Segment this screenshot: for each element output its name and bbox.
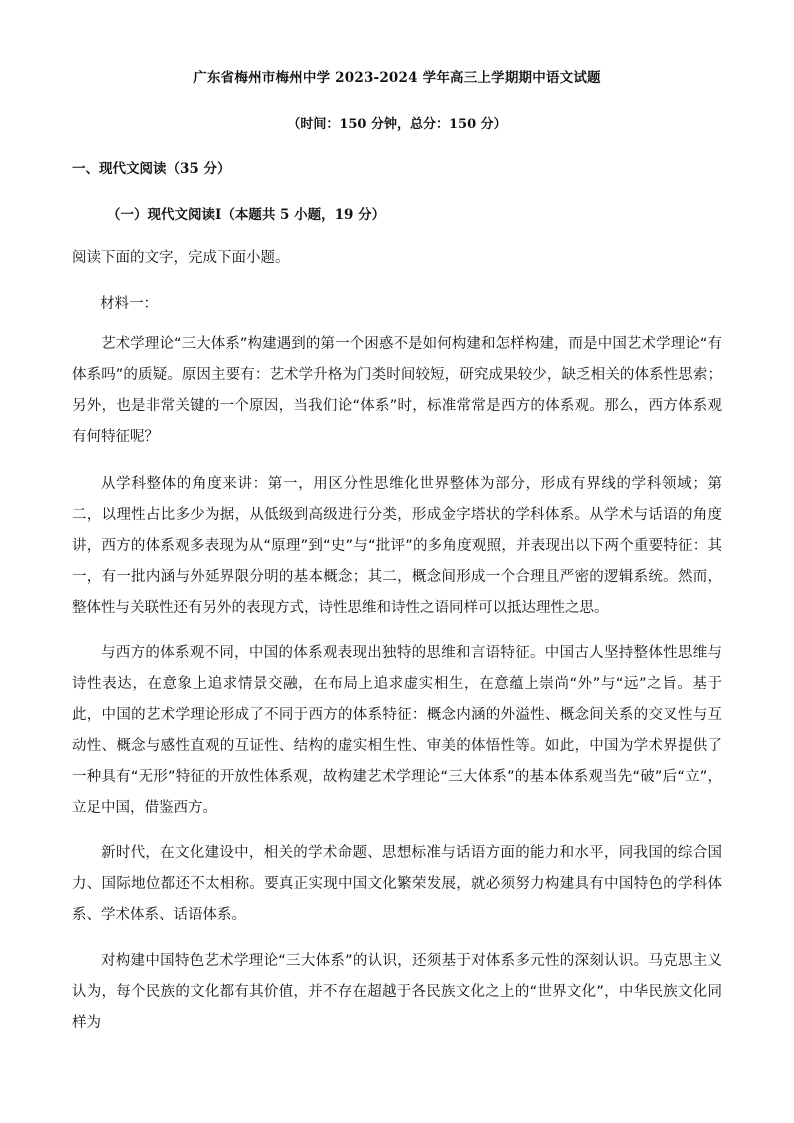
- paragraph-5: 对构建中国特色艺术学理论“三大体系”的认识，还须基于对体系多元性的深刻认识。马克思主义认为，每个民族的文化都有其价值，并不存在超越于各民族文化之上的“世界文化”，中华民族文化同样为: [72, 953, 722, 1031]
- paragraph-4: 新时代，在文化建设中，相关的学术命题、思想标准与话语方面的能力和水平，同我国的综合国力、国际地位都还不太相称。要真正实现中国文化繁荣发展，就必须努力构建具有中国特色的学科体系、学术体系、话语体系。: [72, 845, 722, 923]
- paragraph-3: 与西方的体系观不同，中国的体系观表现出独特的思维和言语特征。中国古人坚持整体性思维与诗性表达，在意象上追求情景交融，在布局上追求虚实相生，在意蕴上崇尚“外”与“远”之旨。基于此，中国的艺术学理论形成了不同于西方的体系特征：概念内涵的外溢性、概念间关系的交叉性与互动性、概念与感性直观的互证性、结构的虚实相生性、审美的体悟性等。如此，中国为学术界提供了一种具有“无形”特征的开放性体系观，故构建艺术学理论“三大体系”的基本体系观当先“破”后“立”，立足中国，借鉴西方。: [72, 645, 722, 816]
- paragraph-1: 艺术学理论“三大体系”构建遇到的第一个困惑不是如何构建和怎样构建，而是中国艺术学理论“有体系吗”的质疑。原因主要有：艺术学升格为门类时间较短，研究成果较少，缺乏相关的体系性思索；另外，也是非常关键的一个原因，当我们论“体系”时，标准常常是西方的体系观。那么，西方体系观有何特征呢？: [72, 336, 722, 445]
- reading-instruction: 阅读下面的文字，完成下面小题。: [72, 250, 290, 266]
- section-heading: 一、现代文阅读（35 分）: [72, 161, 231, 177]
- exam-time-and-score: （时间：150 分钟，总分：150 分）: [287, 117, 507, 132]
- paragraph-2: 从学科整体的角度来讲：第一，用区分性思维化世界整体为部分，形成有界线的学科领域；第二，以理性占比多少为据，从低级到高级进行分类，形成金字塔状的学科体系。从学术与话语的角度讲，西方的体系观多表现为从“原理”到“史”与“批评”的多角度观照，并表现出以下两个重要特征：其一，有一批内涵与外延界限分明的基本概念；其二，概念间形成一个合理且严密的逻辑系统。然而，整体性与关联性还有另外的表现方式，诗性思维和诗性之语同样可以抵达理性之思。: [72, 476, 722, 616]
- subsection-heading: （一）现代文阅读Ⅰ（本题共 5 小题，19 分）: [107, 207, 386, 223]
- document-title: 广东省梅州市梅州中学 2023-2024 学年高三上学期期中语文试题: [193, 70, 601, 86]
- material-label: 材料一：: [100, 296, 158, 312]
